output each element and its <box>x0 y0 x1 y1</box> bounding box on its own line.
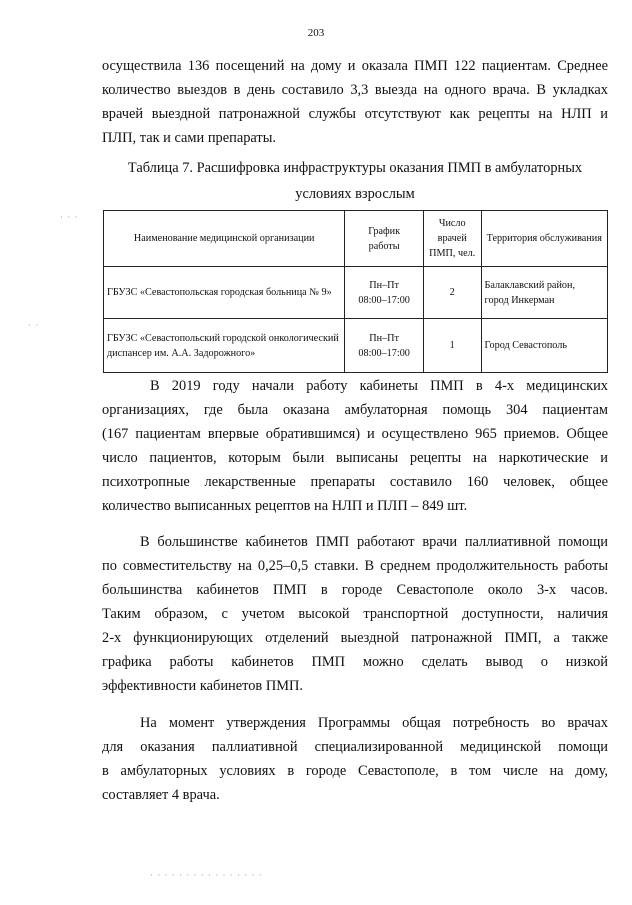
cell-doctors: 2 <box>423 267 481 319</box>
territory-line: Балаклавский район, <box>484 279 576 291</box>
header-doctors-line: ПМП, чел. <box>429 248 476 259</box>
header-schedule-line: работы <box>368 240 400 252</box>
header-organization: Наименование медицинской организации <box>104 211 345 267</box>
cell-doctors: 1 <box>423 319 481 373</box>
organization-line: диспансер им. А.А. Задорожного» <box>107 347 256 359</box>
text-line: в амбулаторных условиях в городе Севастополе, в том числе на дому, <box>102 763 608 779</box>
territory-line: город Инкерман <box>484 294 555 306</box>
table-row <box>104 267 608 319</box>
table-row <box>104 319 608 373</box>
header-doctors-line: врачей <box>437 233 467 244</box>
text-line: составляет 4 врача. <box>102 787 220 803</box>
scan-noise: · · · <box>60 212 79 222</box>
table-caption <box>102 155 608 207</box>
text-line: Таким образом, с учетом высокой транспортной доступности, наличия <box>102 606 608 622</box>
paragraph-2019 <box>102 374 608 518</box>
text-line: (167 пациентам впервые обратившимся) и осуществлено 965 приемов. Общее <box>102 426 608 442</box>
cell-territory <box>481 267 607 319</box>
text-line: психотропные лекарственные препараты составило 160 человек, общее <box>102 474 608 490</box>
text-line: эффективности кабинетов ПМП. <box>102 678 303 694</box>
schedule-hours: 08:00–17:00 <box>358 294 410 306</box>
text-line: для оказания паллиативной специализированной медицинской помощи <box>102 739 608 755</box>
header-territory: Территория обслуживания <box>481 211 607 267</box>
scan-noise: · · · · · · · · · · · · · · · · <box>150 870 263 880</box>
text-line: ПЛП, так и сами препараты. <box>102 130 276 146</box>
text-line: количество выездов в день составило 3,3 выезда на одного врача. В укладках <box>102 82 608 98</box>
text-line: В 2019 году начали работу кабинеты ПМП в 4-х медицинских <box>150 378 608 394</box>
cell-schedule <box>345 319 424 373</box>
page-number: 203 <box>307 27 325 39</box>
text-line: количество выписанных рецептов на НЛП и ПЛП – 849 шт. <box>102 498 468 514</box>
intro-paragraph <box>102 54 608 150</box>
table-caption-line: условиях взрослым <box>295 186 415 202</box>
header-doctors-line: Число <box>438 218 466 229</box>
schedule-hours: 08:00–17:00 <box>358 347 410 359</box>
text-line: организациях, где была оказана амбулаторная помощь 304 пациентам <box>102 402 608 418</box>
text-line: большинства кабинетов ПМП в городе Севастополе около 3-х часов. <box>102 582 608 598</box>
text-line: графика работы кабинетов ПМП можно сделать вывод о низкой <box>102 654 608 670</box>
organization-line: ГБУЗС «Севастопольский городской онкологический <box>107 332 339 344</box>
cell-schedule <box>345 267 424 319</box>
text-line: по совместительству на 0,25–0,5 ставки. В среднем продолжительность работы <box>102 558 608 574</box>
table-header-row <box>104 211 608 267</box>
schedule-days: Пн–Пт <box>369 332 399 344</box>
paragraph-majority <box>102 530 608 698</box>
header-doctors <box>423 211 481 267</box>
infrastructure-table <box>103 210 608 373</box>
organization-line: ГБУЗС «Севастопольская городская больница № 9» <box>107 287 332 298</box>
scan-noise: · · <box>28 320 40 330</box>
header-schedule-line: График <box>368 225 401 237</box>
territory-line: Город Севастополь <box>484 340 567 351</box>
schedule-days: Пн–Пт <box>369 279 399 291</box>
text-line: число пациентов, которым были выписаны рецепты на наркотические и <box>102 450 608 466</box>
text-line: 2-х функционирующих отделений выездной патронажной ПМП, а также <box>102 630 608 646</box>
text-line: врачей выездной патронажной службы отсутствуют как рецепты на НЛП и <box>102 106 608 122</box>
paragraph-need <box>102 711 608 807</box>
cell-territory <box>481 319 607 373</box>
cell-organization <box>104 319 345 373</box>
text-line: осуществила 136 посещений на дому и оказала ПМП 122 пациентам. Среднее <box>102 58 608 74</box>
header-schedule <box>345 211 424 267</box>
table-caption-line: Таблица 7. Расшифровка инфраструктуры оказания ПМП в амбулаторных <box>127 160 583 176</box>
cell-organization <box>104 267 345 319</box>
text-line: В большинстве кабинетов ПМП работают врачи паллиативной помощи <box>140 534 608 550</box>
text-line: На момент утверждения Программы общая потребность во врачах <box>140 715 608 731</box>
